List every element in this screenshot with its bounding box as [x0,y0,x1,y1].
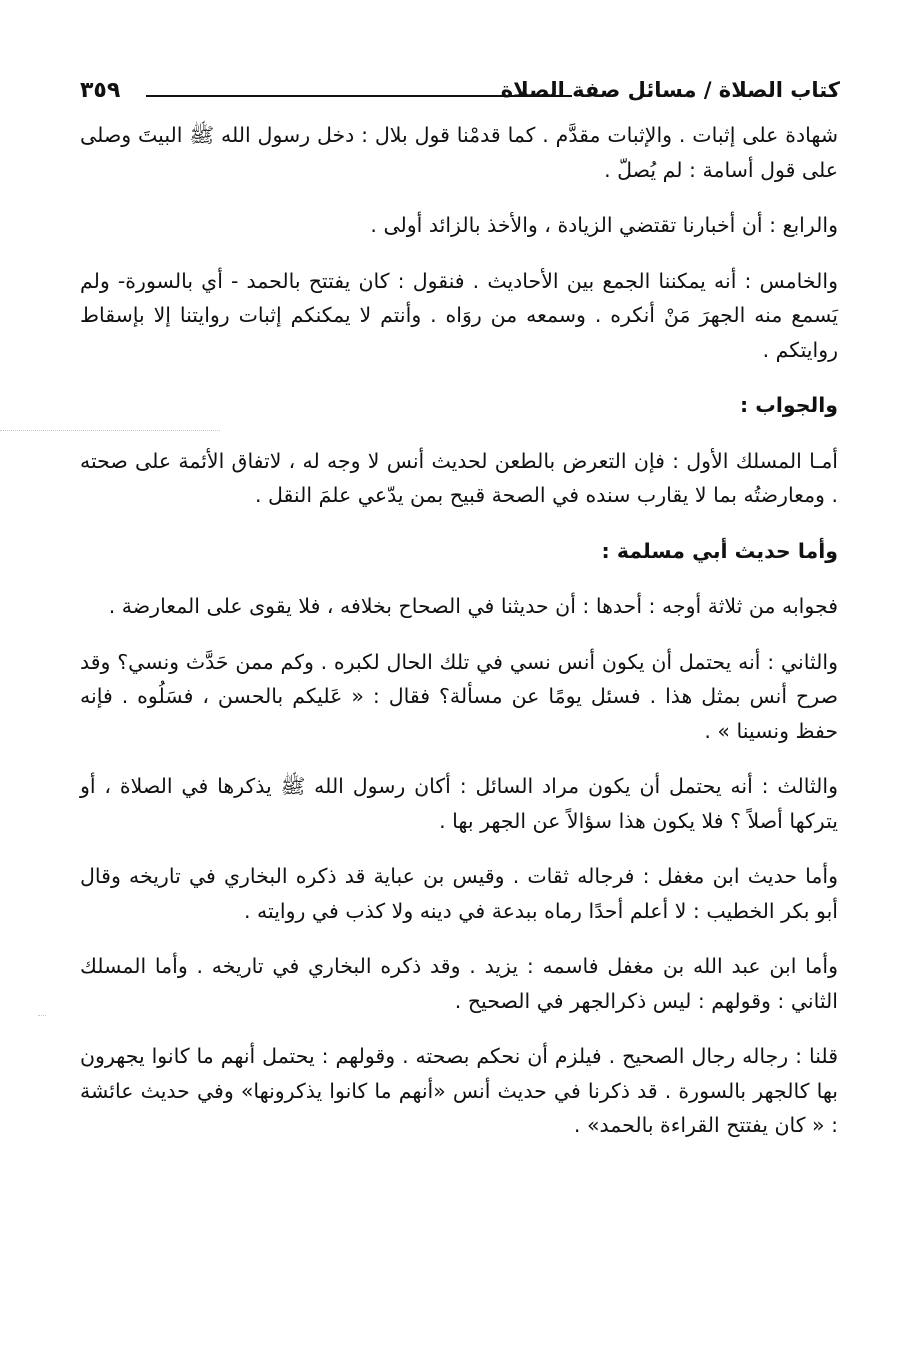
paragraph: والخامس : أنه يمكننا الجمع بين الأحاديث . فنقول : كان يفتتح بالحمد - أي بالسورة- ولم يَسمع منه الجهرَ مَنْ أنكره . وسمعه من روَاه . وأنتم لا يمكنكم إثبات روايتنا إلا بإسقاط روايتكم . [80,268,838,362]
running-header [80,78,840,114]
section-heading: وأما حديث أبي مسلمة : [601,538,838,563]
paragraph: والثالث : أنه يحتمل أن يكون مراد السائل : أكان رسول الله ﷺ يذكرها في الصلاة ، أو يتركها أصلاً ؟ فلا يكون هذا سؤالاً عن الجهر بها . [80,774,838,833]
scan-artifact [38,1015,46,1018]
paragraph: فجوابه من ثلاثة أوجه : أحدها : أن حديثنا في الصحاح بخلافه ، فلا يقوى على المعارضة . [108,594,838,618]
paragraph: والرابع : أن أخبارنا تقتضي الزيادة ، والأخذ بالزائد أولى . [370,213,838,237]
section-heading: والجواب : [739,393,838,417]
paragraph: وأما ابن عبد الله بن مغفل فاسمه : يزيد . وقد ذكره البخاري في تاريخه . وأما المسلك الثاني : وقولهم : ليس ذكرالجهر في الصحيح . [80,954,838,1013]
paragraph: أمـا المسلك الأول : فإن التعرض بالطعن لحديث أنس لا وجه له ، لاتفاق الأئمة على صحته . ومعارضتُه بما لا يقارب سنده في الصحة قبيح بمن يدّعي علمَ النقل . [80,448,838,507]
header-title: كتاب الصلاة / مسائل صفة الصلاة [500,78,840,102]
paragraph: وأما حديث ابن مغفل : فرجاله ثقات . وقيس بن عباية قد ذكره البخاري في تاريخه وقال أبو بكر الخطيب : لا أعلم أحدًا رماه ببدعة في دينه ولا كذب في روايته . [80,864,838,923]
paragraph: قلنا : رجاله رجال الصحيح . فيلزم أن نحكم بصحته . وقولهم : يحتمل أنهم ما كانوا يجهرون بها كالجهر بالسورة . قد ذكرنا في حديث أنس «أنهم ما كانوا يذكرونها» وفي حديث عائشة : « كان يفتتح القراءة بالحمد» . [80,1044,838,1137]
page-number: ٣٥٩ [80,78,121,103]
paragraph: والثاني : أنه يحتمل أن يكون أنس نسي في تلك الحال لكبره . وكم ممن حَدَّث ونسي؟ وقد صرح أنس بمثل هذا . فسئل يومًا عن مسألة؟ فقال : « عَليكم بالحسن ، فسَلُوه . فإنه حفظ ونسينا » . [80,649,838,743]
body-text [80,118,838,1164]
header-rule [146,95,572,97]
paragraph: شهادة على إثبات . والإثبات مقدَّم . كما قدمْنا قول بلال : دخل رسول الله ﷺ البيتَ وصلى على قول أسامة : لم يُصلّ . [80,123,838,182]
